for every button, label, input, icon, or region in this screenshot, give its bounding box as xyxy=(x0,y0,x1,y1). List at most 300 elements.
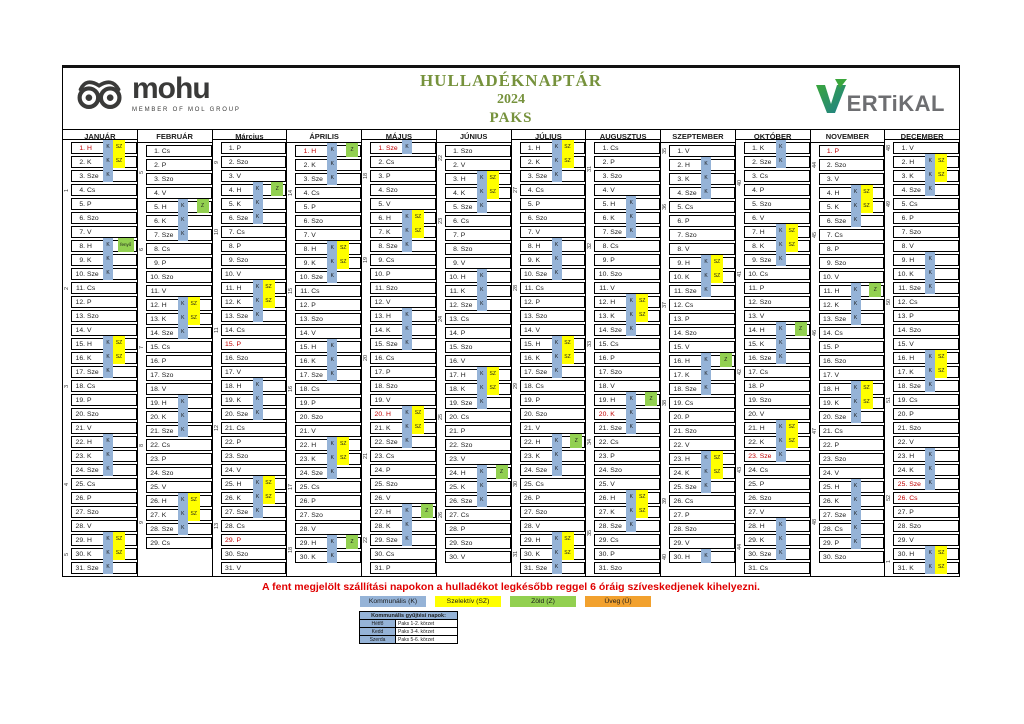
day-row xyxy=(893,310,959,322)
marker-kommunalis: K xyxy=(103,546,113,560)
day-number: 28. xyxy=(299,525,310,533)
day-number: 30. xyxy=(897,550,908,558)
marker-kommunalis: K xyxy=(253,280,263,294)
day-name: K xyxy=(236,494,242,502)
day-name: Szo xyxy=(161,371,174,379)
day-number: 7. xyxy=(901,228,908,236)
day-number: 13. xyxy=(748,312,758,320)
day-name: Szo xyxy=(909,424,921,432)
day-name: P xyxy=(535,298,541,306)
day-name: Szo xyxy=(460,539,473,547)
day-number: 26. xyxy=(524,494,534,502)
month-header: NOVEMBER xyxy=(811,130,885,143)
day-row xyxy=(295,467,361,479)
marker-szelektiv: SZ xyxy=(935,350,947,364)
marker-kommunalis: K xyxy=(103,168,113,182)
day-row xyxy=(71,268,137,280)
day-row xyxy=(71,282,137,294)
day-number: 7. xyxy=(602,228,609,236)
day-number: 14. xyxy=(299,329,310,337)
marker-kommunalis: K xyxy=(851,479,861,493)
day-number: 21. xyxy=(374,424,384,432)
district-area: Paks 1-2. körzet xyxy=(396,620,458,628)
day-row xyxy=(594,254,660,266)
day-name: P xyxy=(909,312,914,320)
week-number-column xyxy=(885,140,893,576)
day-row xyxy=(370,142,436,154)
day-name: K xyxy=(87,354,92,362)
day-row xyxy=(221,184,287,196)
marker-kommunalis: K xyxy=(776,238,786,252)
day-row xyxy=(370,226,436,238)
marker-szelektiv: SZ xyxy=(562,154,574,168)
marker-kommunalis: K xyxy=(402,308,412,322)
day-name: Szo xyxy=(610,466,622,474)
legend-item-uveg: Üveg (Ü) xyxy=(585,596,651,607)
legend-item-zold: Zöld (Z) xyxy=(510,596,576,607)
day-number: 5. xyxy=(752,200,758,208)
day-name: V xyxy=(460,259,466,267)
day-name: V xyxy=(909,438,914,446)
day-number: 24. xyxy=(449,469,459,477)
marker-kommunalis: K xyxy=(327,171,337,185)
day-number: 27. xyxy=(673,511,683,519)
day-name: H xyxy=(161,301,167,309)
day-name: Szo xyxy=(161,273,174,281)
day-row xyxy=(520,254,586,266)
day-number: 12. xyxy=(673,301,683,309)
marker-szelektiv: SZ xyxy=(113,532,125,546)
day-number: 19. xyxy=(225,396,235,404)
day-row xyxy=(445,355,511,367)
day-row xyxy=(445,467,511,479)
day-row xyxy=(370,198,436,210)
day-name: Szo xyxy=(610,172,622,180)
day-name: K xyxy=(236,396,242,404)
day-number: 4. xyxy=(677,189,683,197)
day-name: Szo xyxy=(759,200,772,208)
marker-kommunalis: K xyxy=(552,532,562,546)
day-row xyxy=(221,366,287,378)
week-number: 29 xyxy=(512,382,519,390)
day-row xyxy=(445,201,511,213)
week-number-column xyxy=(661,143,669,576)
day-row xyxy=(594,226,660,238)
day-number: 14. xyxy=(374,326,384,334)
day-row xyxy=(594,352,660,364)
marker-szelektiv: SZ xyxy=(562,140,574,154)
day-number: 3. xyxy=(527,172,534,180)
marker-kommunalis: K xyxy=(552,252,562,266)
day-number: 4. xyxy=(602,186,609,194)
week-number: 22 xyxy=(437,154,444,162)
day-name: K xyxy=(834,301,840,309)
day-number: 3. xyxy=(378,172,384,180)
day-row xyxy=(669,201,735,213)
day-name: Sze xyxy=(685,385,697,393)
day-name: Sze xyxy=(460,203,473,211)
day-row xyxy=(295,355,361,367)
marker-kommunalis: K xyxy=(925,448,935,462)
day-number: 22. xyxy=(374,438,384,446)
marker-szelektiv: SZ xyxy=(113,546,125,560)
day-number: 29. xyxy=(75,536,85,544)
day-number: 30. xyxy=(748,550,758,558)
day-number: 29. xyxy=(823,539,833,547)
day-name: Sze xyxy=(834,217,847,225)
day-number: 8. xyxy=(378,242,384,250)
day-row xyxy=(520,450,586,462)
marker-kommunalis: K xyxy=(626,322,636,336)
week-number-column xyxy=(586,140,594,576)
day-number: 15. xyxy=(374,340,384,348)
day-row xyxy=(893,506,959,518)
day-number: 15. xyxy=(299,343,310,351)
marker-szelektiv: SZ xyxy=(711,451,723,465)
day-number: 1. xyxy=(677,147,683,155)
week-number: 52 xyxy=(886,494,893,502)
day-row xyxy=(221,282,287,294)
day-number: 20. xyxy=(748,410,758,418)
day-name: H xyxy=(535,144,541,152)
day-number: 13. xyxy=(823,315,833,323)
marker-kommunalis: K xyxy=(925,280,935,294)
day-row xyxy=(445,383,511,395)
day-name: K xyxy=(535,158,541,166)
marker-kommunalis: K xyxy=(701,269,711,283)
day-row xyxy=(744,352,810,364)
day-row xyxy=(893,296,959,308)
day-number: 3. xyxy=(453,175,459,183)
marker-kommunalis: K xyxy=(552,266,562,280)
day-row xyxy=(221,408,287,420)
day-number: 1. xyxy=(79,144,85,152)
day-name: H xyxy=(311,343,317,351)
day-name: H xyxy=(685,259,690,267)
day-row xyxy=(71,408,137,420)
marker-kommunalis: K xyxy=(327,353,337,367)
day-row xyxy=(594,478,660,490)
day-name: K xyxy=(610,312,615,320)
marker-kommunalis: K xyxy=(253,476,263,490)
day-row xyxy=(744,520,810,532)
day-number: 8. xyxy=(677,245,683,253)
day-name: Sze xyxy=(311,371,323,379)
day-number: 18. xyxy=(75,382,85,390)
day-name: V xyxy=(311,231,316,239)
day-number: 12. xyxy=(150,301,160,309)
day-number: 27. xyxy=(823,511,833,519)
marker-kommunalis: K xyxy=(253,490,263,504)
day-number: 16. xyxy=(374,354,384,362)
day-name: V xyxy=(759,312,765,320)
day-row xyxy=(669,495,735,507)
day-number: 10. xyxy=(673,273,683,281)
day-number: 18. xyxy=(225,382,235,390)
day-row xyxy=(520,184,586,196)
day-row xyxy=(146,369,212,381)
marker-kommunalis: K xyxy=(626,196,636,210)
day-number: 5. xyxy=(228,200,235,208)
day-name: H xyxy=(610,396,616,404)
day-row xyxy=(71,380,137,392)
day-number: 30. xyxy=(225,550,235,558)
day-number: 1. xyxy=(378,144,384,152)
day-row xyxy=(146,299,212,311)
day-name: K xyxy=(759,536,765,544)
day-number: 14. xyxy=(225,326,235,334)
day-row xyxy=(71,436,137,448)
day-number: 22. xyxy=(598,438,609,446)
week-number-column xyxy=(362,140,370,576)
day-name: Cs xyxy=(685,203,694,211)
day-number: 24. xyxy=(299,469,310,477)
day-row xyxy=(71,548,137,560)
day-row xyxy=(520,324,586,336)
month-column xyxy=(286,130,361,576)
day-number: 8. xyxy=(826,245,833,253)
marker-kommunalis: K xyxy=(776,336,786,350)
day-number: 2. xyxy=(228,158,235,166)
day-name: H xyxy=(685,455,690,463)
day-row xyxy=(370,366,436,378)
day-number: 18. xyxy=(524,382,534,390)
day-name: Cs xyxy=(161,147,171,155)
day-name: K xyxy=(87,256,92,264)
day-name: Szo xyxy=(685,525,697,533)
day-row xyxy=(594,156,660,168)
day-row xyxy=(71,422,137,434)
day-name: H xyxy=(161,203,167,211)
marker-szelektiv: SZ xyxy=(711,269,723,283)
marker-kommunalis: K xyxy=(327,535,337,549)
day-row xyxy=(445,369,511,381)
day-number: 23. xyxy=(374,452,384,460)
day-row xyxy=(819,313,885,325)
day-number: 27. xyxy=(748,508,758,516)
marker-kommunalis: K xyxy=(477,171,487,185)
day-name: Sze xyxy=(87,172,99,180)
marker-kommunalis: K xyxy=(701,465,711,479)
day-row xyxy=(594,408,660,420)
day-number: 25. xyxy=(598,480,609,488)
day-number: 8. xyxy=(154,245,160,253)
day-number: 30. xyxy=(823,553,833,561)
marker-kommunalis: K xyxy=(925,182,935,196)
day-number: 7. xyxy=(453,231,459,239)
day-name: K xyxy=(161,511,167,519)
day-row xyxy=(669,159,735,171)
day-name: Sze xyxy=(236,214,249,222)
week-number: 2 xyxy=(64,286,70,290)
day-name: Cs xyxy=(311,385,320,393)
day-row xyxy=(594,394,660,406)
day-row xyxy=(819,271,885,283)
day-row xyxy=(893,450,959,462)
marker-szelektiv: SZ xyxy=(636,504,648,518)
marker-kommunalis: K xyxy=(327,437,337,451)
day-row xyxy=(744,464,810,476)
day-row xyxy=(146,481,212,493)
day-row xyxy=(744,268,810,280)
marker-szelektiv: SZ xyxy=(263,280,275,294)
day-row xyxy=(71,352,137,364)
day-name: K xyxy=(909,368,914,376)
day-number: 10. xyxy=(598,270,609,278)
day-row xyxy=(594,338,660,350)
day-row xyxy=(669,257,735,269)
day-number: 27. xyxy=(598,508,609,516)
day-number: 9. xyxy=(228,256,235,264)
day-name: P xyxy=(161,161,167,169)
day-name: Cs xyxy=(236,326,245,334)
week-number: 4 xyxy=(64,482,70,486)
day-row xyxy=(594,268,660,280)
day-row xyxy=(221,212,287,224)
district-table-title: Kommunális gyűjtési napok: xyxy=(360,612,458,620)
day-number: 14. xyxy=(673,329,683,337)
marker-zold: Z xyxy=(271,182,283,196)
marker-szelektiv: SZ xyxy=(263,490,275,504)
day-row xyxy=(71,338,137,350)
day-name: Szo xyxy=(87,508,99,516)
day-row xyxy=(744,450,810,462)
month-column xyxy=(137,130,212,576)
marker-kommunalis: K xyxy=(776,154,786,168)
week-number: 51 xyxy=(886,396,893,404)
day-number: 2. xyxy=(453,161,459,169)
day-name: V xyxy=(87,424,92,432)
day-row xyxy=(744,240,810,252)
day-number: 9. xyxy=(453,259,459,267)
day-name: V xyxy=(460,161,466,169)
day-row xyxy=(445,271,511,283)
week-number: 12 xyxy=(213,424,220,432)
day-name: Cs xyxy=(909,396,918,404)
day-row xyxy=(295,481,361,493)
day-name: Sze xyxy=(87,466,99,474)
day-row xyxy=(744,492,810,504)
day-row xyxy=(146,257,212,269)
day-number: 18. xyxy=(374,382,384,390)
day-number: 20. xyxy=(524,410,534,418)
marker-kommunalis: K xyxy=(327,255,337,269)
day-name: V xyxy=(161,483,167,491)
marker-kommunalis: K xyxy=(178,423,188,437)
marker-kommunalis: K xyxy=(103,252,113,266)
marker-kommunalis: K xyxy=(253,182,263,196)
day-number: 8. xyxy=(901,242,908,250)
day-name: K xyxy=(311,553,316,561)
day-name: V xyxy=(87,522,92,530)
day-name: P xyxy=(161,259,167,267)
day-row xyxy=(370,436,436,448)
day-number: 7. xyxy=(677,231,683,239)
day-name: Sze xyxy=(759,452,772,460)
day-number: 29. xyxy=(449,539,459,547)
day-row xyxy=(744,198,810,210)
day-number: 7. xyxy=(303,231,310,239)
day-number: 23. xyxy=(598,452,609,460)
day-name: H xyxy=(236,284,242,292)
day-name: K xyxy=(834,203,840,211)
day-name: Szo xyxy=(610,368,622,376)
day-name: Sze xyxy=(535,564,548,572)
day-name: V xyxy=(87,228,92,236)
day-row xyxy=(221,548,287,560)
day-name: K xyxy=(87,452,92,460)
day-number: 21. xyxy=(299,427,310,435)
day-row xyxy=(744,436,810,448)
day-number: 29. xyxy=(524,536,534,544)
day-number: 30. xyxy=(524,550,534,558)
day-row xyxy=(520,310,586,322)
day-name: Cs xyxy=(759,564,769,572)
day-number: 14. xyxy=(823,329,833,337)
day-name: V xyxy=(834,371,840,379)
day-row xyxy=(520,464,586,476)
day-row xyxy=(370,464,436,476)
day-name: V xyxy=(834,175,840,183)
week-number: 46 xyxy=(811,329,818,337)
day-name: Szo xyxy=(685,231,697,239)
day-name: P xyxy=(759,186,765,194)
day-name: V xyxy=(386,298,391,306)
month-header: JANUÁR xyxy=(63,130,137,140)
marker-zold: Z xyxy=(645,392,657,406)
day-name: Szo xyxy=(236,256,249,264)
month-header: OKTÓBER xyxy=(736,130,810,140)
day-row xyxy=(669,523,735,535)
day-row xyxy=(520,170,586,182)
marker-kommunalis: K xyxy=(402,504,412,518)
day-row xyxy=(445,551,511,563)
day-number: 24. xyxy=(374,466,384,474)
day-name: P xyxy=(311,497,316,505)
week-number: 18 xyxy=(363,172,369,180)
day-row xyxy=(819,383,885,395)
day-number: 17. xyxy=(897,368,908,376)
day-row xyxy=(146,285,212,297)
day-row xyxy=(445,145,511,157)
day-number: 13. xyxy=(299,315,310,323)
day-name: V xyxy=(87,326,92,334)
day-number: 9. xyxy=(378,256,384,264)
day-name: Szo xyxy=(759,396,772,404)
day-row xyxy=(744,142,810,154)
day-name: Cs xyxy=(535,382,544,390)
day-name: P xyxy=(87,494,92,502)
day-name: Szo xyxy=(759,298,772,306)
day-name: Szo xyxy=(759,494,772,502)
day-row xyxy=(71,226,137,238)
week-number: 14 xyxy=(288,189,295,197)
day-row xyxy=(295,537,361,549)
day-row xyxy=(370,478,436,490)
day-number: 12. xyxy=(75,298,85,306)
day-row xyxy=(221,394,287,406)
day-name: V xyxy=(236,564,242,572)
day-number: 11. xyxy=(449,287,459,295)
marker-szelektiv: SZ xyxy=(188,493,200,507)
day-row xyxy=(146,187,212,199)
day-name: Cs xyxy=(161,441,171,449)
day-name: K xyxy=(834,497,840,505)
district-table xyxy=(359,611,458,644)
marker-kommunalis: K xyxy=(103,434,113,448)
day-row xyxy=(295,229,361,241)
day-row xyxy=(669,243,735,255)
